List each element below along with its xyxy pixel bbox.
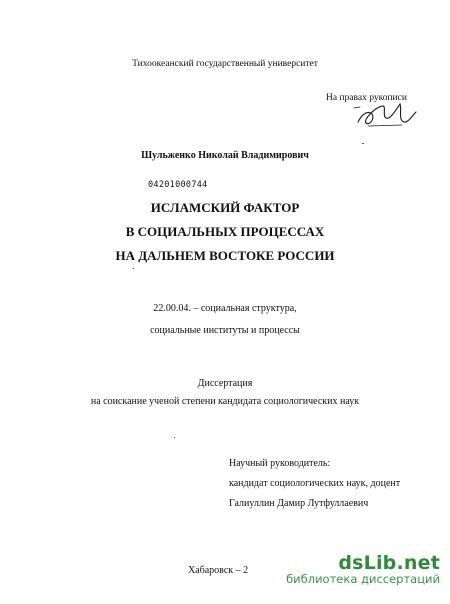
title-line: В СОЦИАЛЬНЫХ ПРОЦЕССАХ [125,224,325,239]
specialty-line: социальные институты и процессы [150,325,300,336]
title-line: НА ДАЛЬНЕМ ВОСТОКЕ РОССИИ [115,248,335,263]
university-name: Тихоокеанский государственный университет [132,59,318,69]
dissertation-line: на соискание ученой степени кандидата социологических наук [90,396,360,407]
specialty-block [0,298,450,342]
handwritten-signature [352,96,422,132]
scan-speck [362,143,364,144]
supervisor-block [229,454,400,514]
author-name: Шульженко Николай Владимирович [141,150,309,161]
watermark-site: dsLib.net [338,552,440,574]
dissertation-degree-block [0,375,450,411]
dissertation-title [0,196,450,268]
title-line: ИСЛАМСКИЙ ФАКТОР [150,200,300,215]
dissertation-line: Диссертация [197,378,253,389]
registration-code: 04201000744 [148,180,208,190]
city-year: Хабаровск – 2 [188,565,249,576]
supervisor-line: Галиуллин Дамир Лутфуллаевич [229,498,369,509]
supervisor-line: кандидат социологических наук, доцент [229,478,401,489]
specialty-line: 22.00.04. – социальная структура, [153,303,297,314]
supervisor-line: Научный руководитель: [229,458,331,469]
dslib-watermark [286,554,440,586]
watermark-caption: библиотека диссертаций [286,572,440,586]
scan-speck [133,268,134,269]
manuscript-rights-label: На правах рукописи [326,93,407,103]
scan-speck [174,437,175,438]
